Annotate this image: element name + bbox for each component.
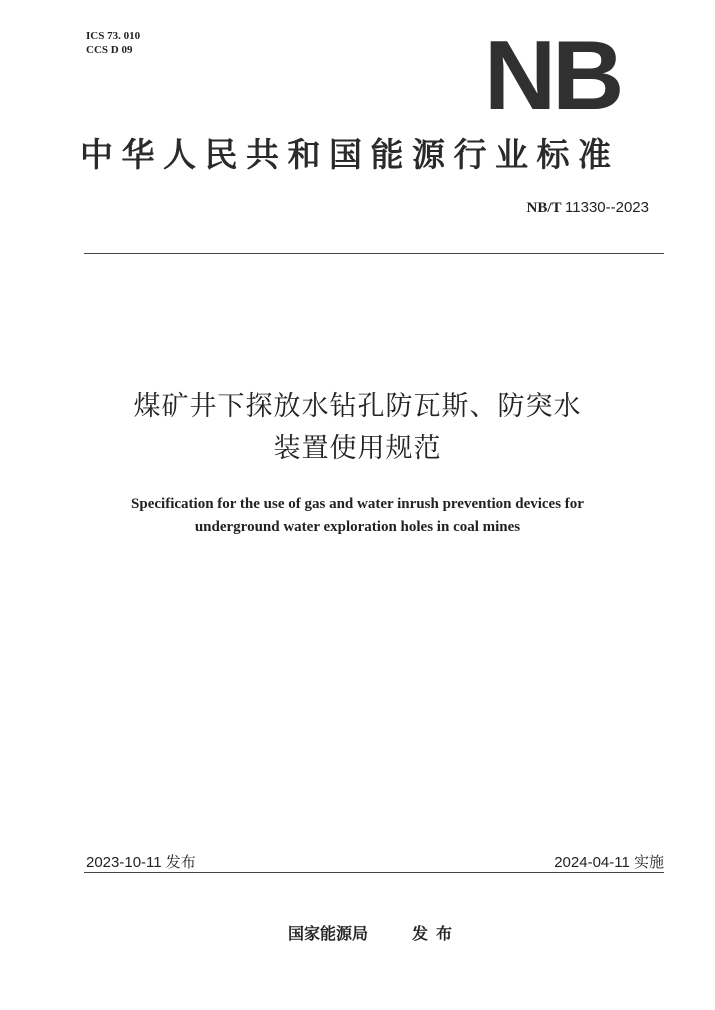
publish-label: 发布 [412,924,461,943]
classification-codes [86,29,140,57]
bottom-divider [84,872,664,873]
english-title-line-1: Specification for the use of gas and water inrush prevention devices for [131,496,584,512]
top-divider [84,253,664,254]
standard-code: 11330--2023 [565,199,649,216]
standard-number [527,199,649,217]
nb-logo: NB [484,20,621,130]
english-title-line-2: underground water exploration holes in coal mines [194,519,521,535]
standard-prefix: NB/T [526,200,562,216]
chinese-title [0,386,715,470]
org-standard-title: 中华人民共和国能源行业标准 [80,135,620,174]
chinese-title-line-2: 装置使用规范 [273,433,442,464]
chinese-title-line-1: 煤矿井下探放水钻孔防瓦斯、防突水 [133,391,582,422]
publisher-name: 国家能源局 [288,924,369,943]
english-title [0,493,715,539]
ics-code: ICS 73. 010 [86,30,141,42]
publish-date: 2023-10-11 发布 [86,854,196,871]
implementation-date: 2024-04-11 实施 [554,854,664,871]
ccs-code: CCS D 09 [86,44,133,56]
